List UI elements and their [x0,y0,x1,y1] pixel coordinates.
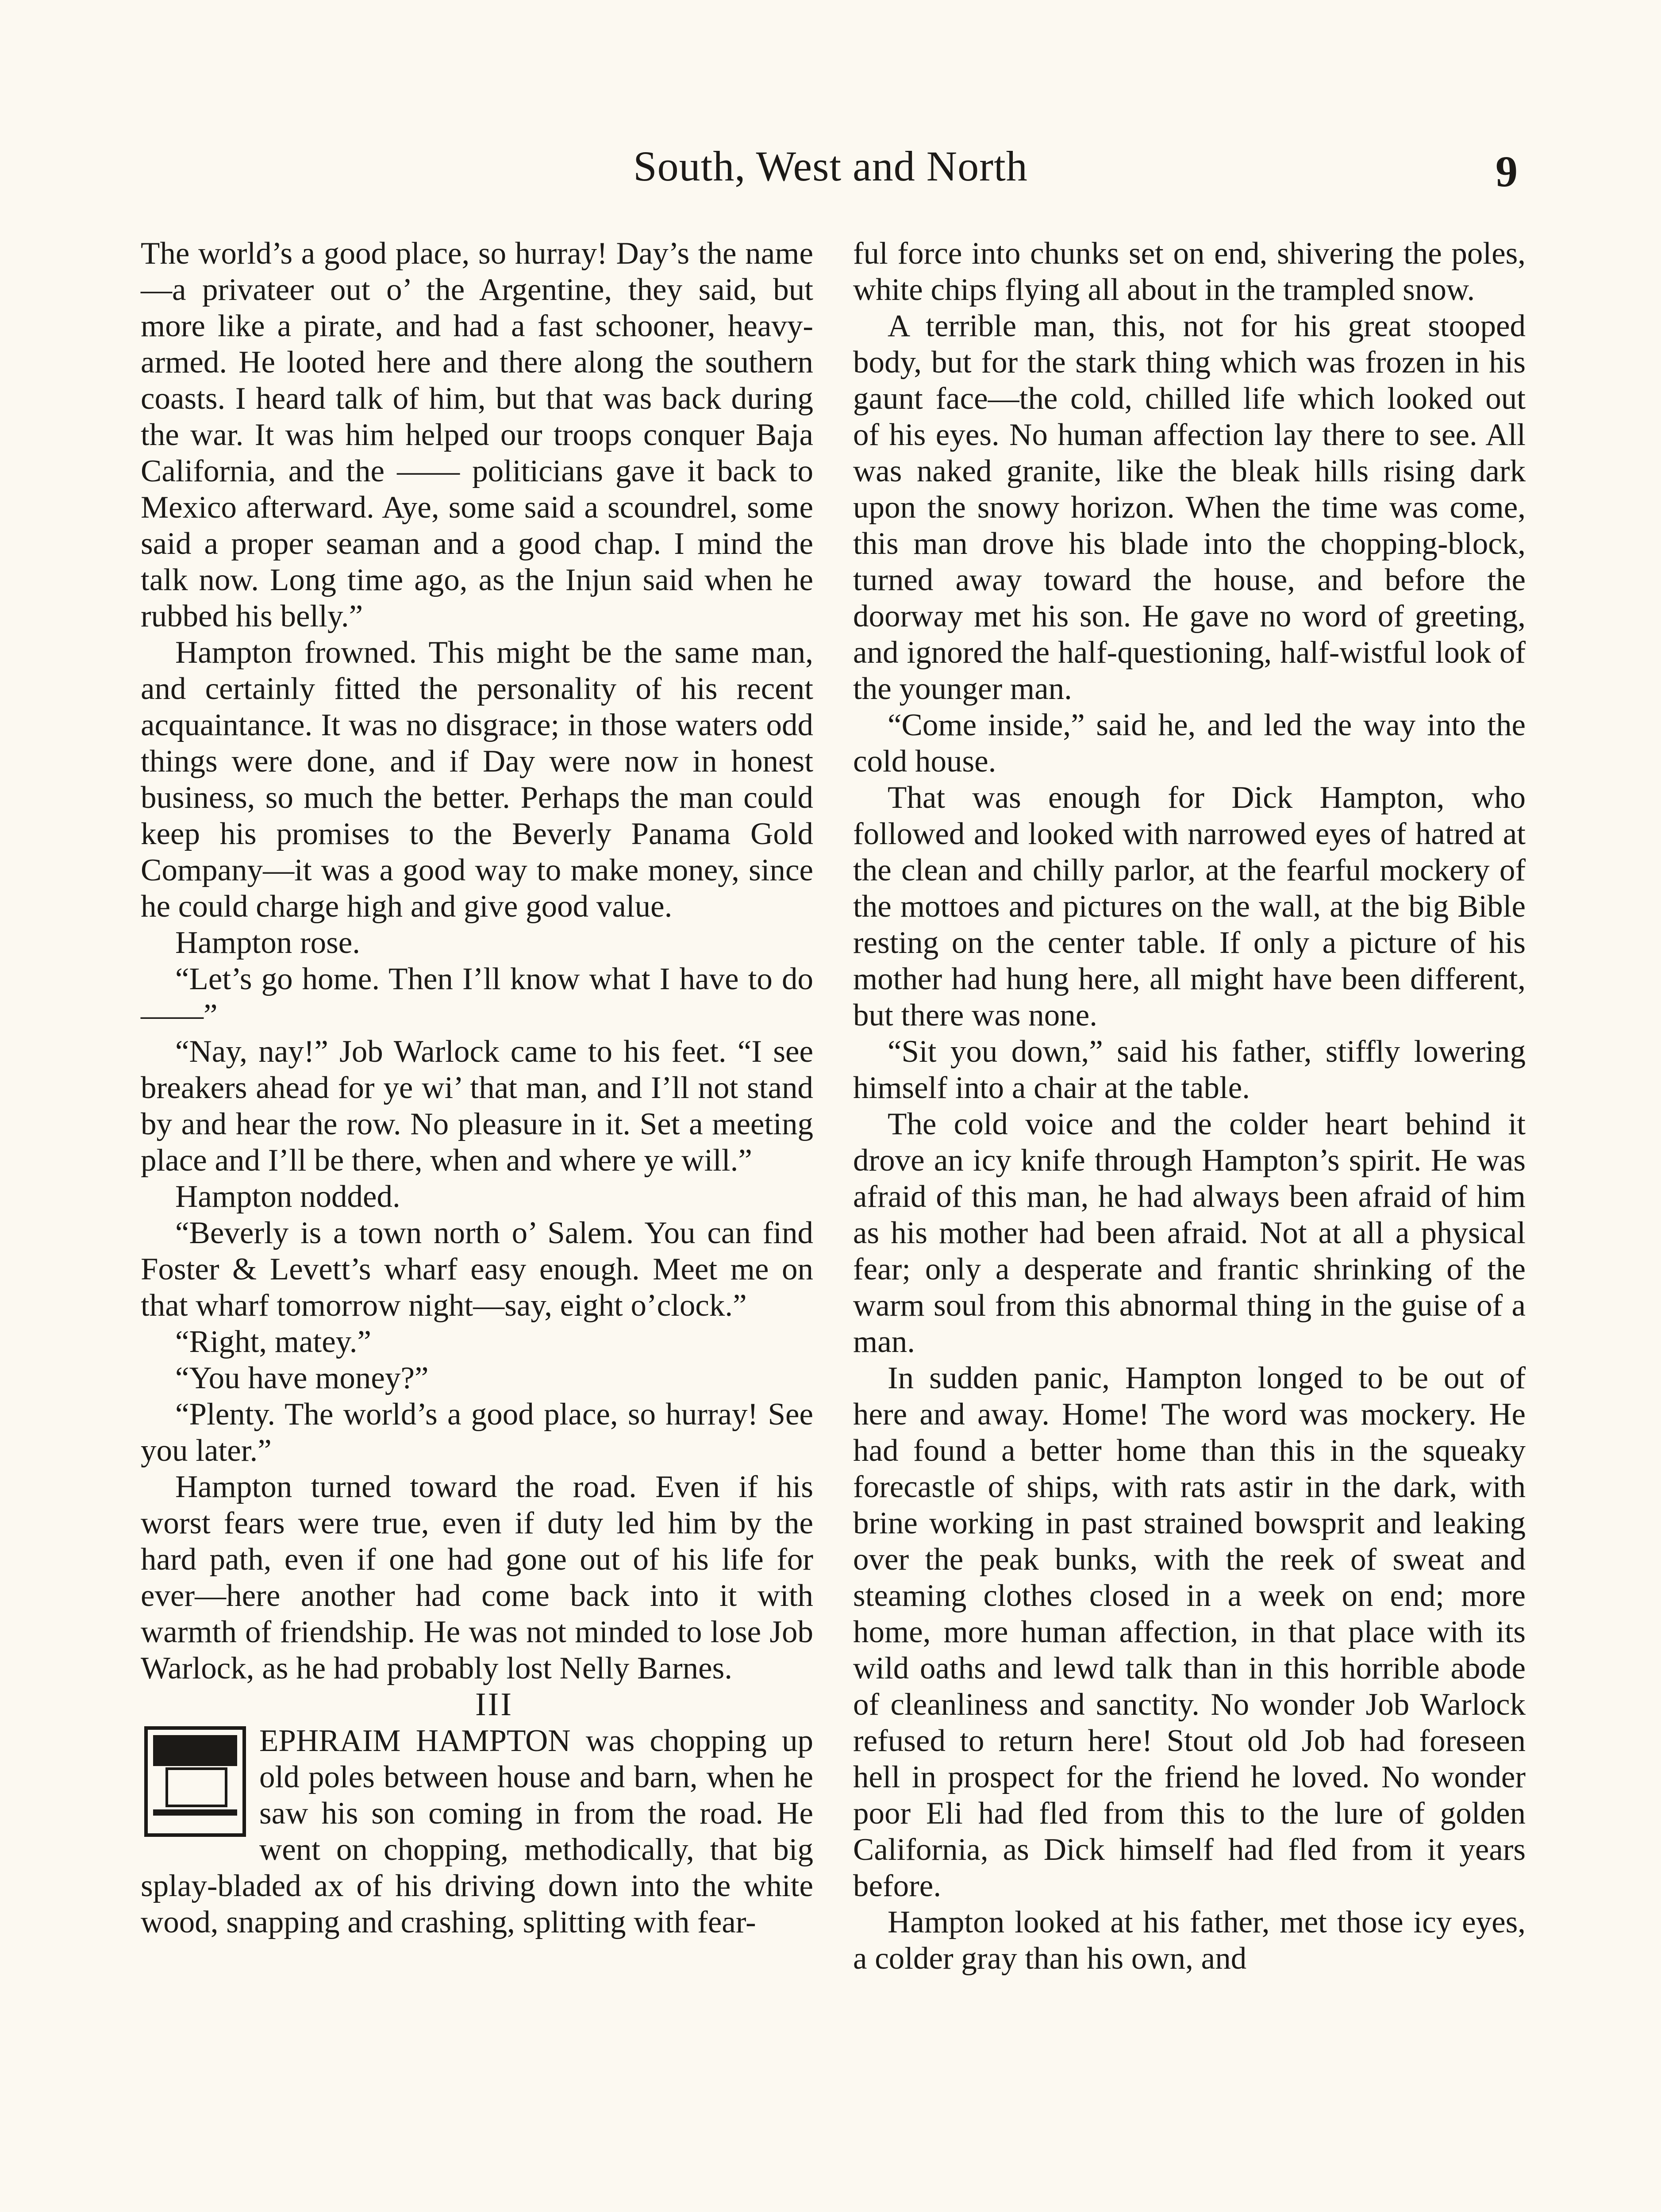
paragraph: Hampton frowned. This might be the same man, and certainly fitted the personality of his recent acquaintance. It was no disgrace; in those waters odd things were done, and if Day were now in honest business, so much the better. Perhaps the man could keep his promises to the Beverly Panama Gold Company—it was a good way to make money, since he could charge high and give good value. [141,635,813,924]
paragraph: “Right, matey.” [175,1325,371,1359]
paragraph: “Sit you down,” said his father, stiffly lowering himself into a chair at the table. [853,1034,1526,1105]
paragraph: In sudden panic, Hampton longed to be out of here and away. Home! The word was mockery. He had found a better home than this in the squeaky forecastle of ships, with rats astir in the dark, with brine working in past strained bowsprit and leaking over the peak bunks, with the reek of sweat and steaming clothes closed in a week on end; more home, more human affection, in that place with its wild oaths and lewd talk than in this horrible abode of cleanliness and sanctity. No wonder Job Warlock refused to return here! Stout old Job had foreseen hell in prospect for the friend he loved. No wonder poor Eli had fled from this to the lure of golden California, as Dick himself had fled from it years before. [853,1361,1526,1903]
paragraph: The cold voice and the colder heart behind it drove an icy knife through Hampton’s spirit. He was afraid of this man, he had always been afraid of him as his mother had been afraid. Not at all a physical fear; only a desperate and frantic shrinking of the warm soul from this abnormal thing in the guise of a man. [853,1107,1526,1359]
paragraph: Hampton looked at his father, met those icy eyes, a colder gray than his own, and [853,1905,1526,1976]
left-column [141,235,813,1940]
section-number: III [475,1686,513,1723]
paragraph: Hampton nodded. [175,1179,400,1214]
paragraph: “Let’s go home. Then I’ll know what I have to do——” [141,962,813,1033]
dropcap-paragraph-block [141,1723,813,1940]
paragraph: Hampton turned toward the road. Even if his worst fears were true, even if duty led him by the hard path, even if one had gone out of his life for ever—here another had come back into it with warmth of friendship. He was not minded to lose Job Warlock, as he had probably lost Nelly Barnes. [141,1470,813,1686]
paragraph: “Come inside,” said he, and led the way into the cold house. [853,708,1526,779]
paragraph: That was enough for Dick Hampton, who followed and looked with narrowed eyes of hatred at the clean and chilly parlor, at the fearful mockery of the mottoes and pictures on the wall, at the big Bible resting on the center table. If only a picture of his mother had hung here, all might have been different, but there was none. [853,780,1526,1033]
paragraph: “Plenty. The world’s a good place, so hurray! See you later.” [141,1397,813,1468]
right-column [853,235,1526,1977]
running-head: South, West and North [633,142,1028,190]
paragraph: “Nay, nay!” Job Warlock came to his feet. “I see breakers ahead for ye wi’ that man, and I’ll not stand by and hear the row. No pleasure in it. Set a meeting place and I’ll be there, when and where ye will.” [141,1034,813,1178]
paragraph: ful force into chunks set on end, shivering the poles, white chips flying all about in the trampled snow. [853,236,1526,307]
dropcap-paragraph: EPHRAIM HAMPTON was chopping up old poles between house and barn, when he saw his son coming in from the road. He went on chopping, methodically, that big splay-bladed ax of his driving down into the white wood, snapping and crashing, splitting with fear- [141,1724,813,1939]
paragraph: A terrible man, this, not for his great stooped body, but for the stark thing which was frozen in his gaunt face—the cold, chilled life which looked out of his eyes. No human affection lay there to see. All was naked granite, like the bleak hills rising dark upon the snowy horizon. When the time was come, this man drove his blade into the chopping-block, turned away toward the house, and before the doorway met his son. He gave no word of greeting, and ignored the half-questioning, half-wistful look of the younger man. [853,309,1526,706]
page-number: 9 [1496,147,1518,196]
paragraph: “You have money?” [175,1361,429,1395]
paragraph: Hampton rose. [175,926,361,960]
illustrated-initial-icon [144,1726,246,1837]
paragraph: “Beverly is a town north o’ Salem. You can find Foster & Levett’s wharf easy enough. Meet me on that wharf tomorrow night—say, eight o’clock.” [141,1216,813,1323]
paragraph: The world’s a good place, so hurray! Day’s the name—a privateer out o’ the Argentine, they said, but more like a pirate, and had a fast schooner, heavy-armed. He looted here and there along the southern coasts. I heard talk of him, but that was back during the war. It was him helped our troops conquer Baja California, and the —— politicians gave it back to Mexico afterward. Aye, some said a scoundrel, some said a proper seaman and a good chap. I mind the talk now. Long time ago, as the Injun said when he rubbed his belly.” [141,236,813,634]
